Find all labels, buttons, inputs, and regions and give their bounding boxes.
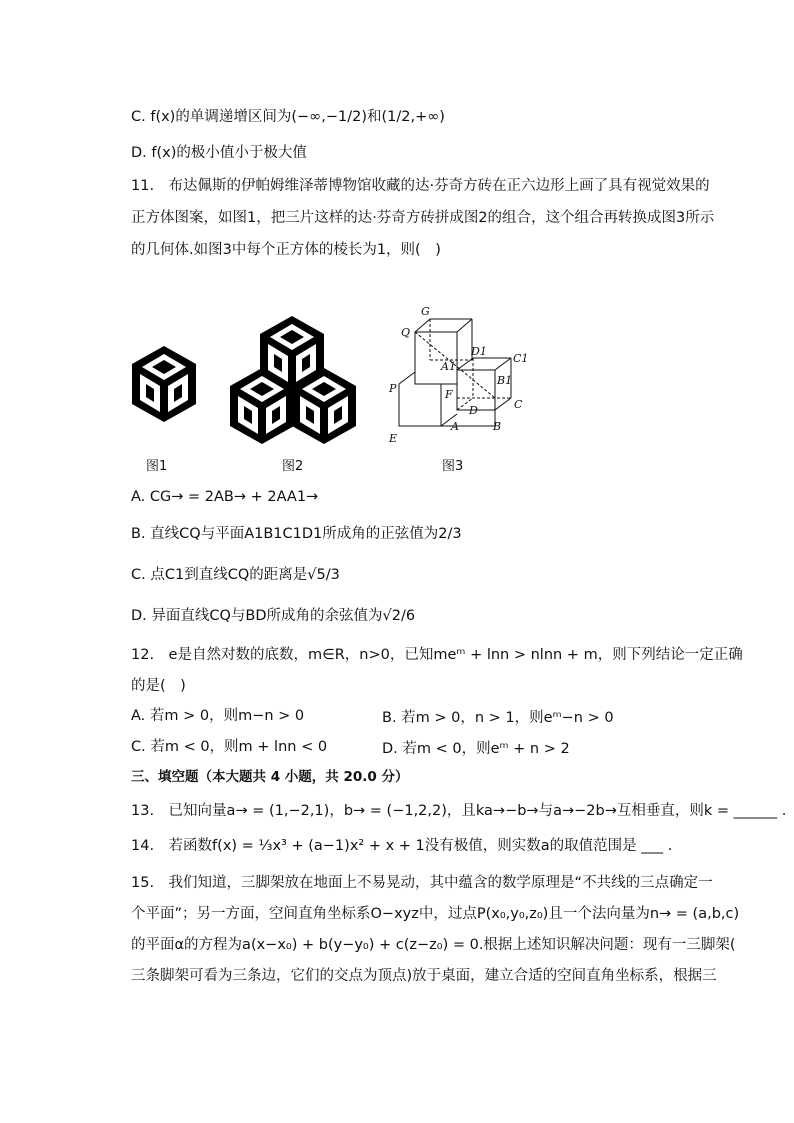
q12-option-c: C. 若m < 0，则m + lnn < 0 — [131, 739, 328, 755]
q11-stem-line-1: 11. 布达佩斯的伊帕姆维泽蒂博物馆收藏的达·芬奇方砖在正六边形上画了具有视觉效果的 — [131, 178, 710, 194]
q10-option-d: D. f(x)的极小值小于极大值 — [131, 145, 307, 161]
q12-option-d: D. 若m < 0，则eᵐ + n > 2 — [382, 741, 570, 757]
q11-option-b: B. 直线CQ与平面A1B1C1D1所成角的正弦值为2/3 — [131, 526, 462, 542]
fig3-label-A: A — [451, 420, 459, 433]
fig1-caption: 图1 — [146, 459, 168, 474]
q12-option-b: B. 若m > 0，n > 1，则eᵐ−n > 0 — [382, 710, 614, 726]
fig2-caption: 图2 — [282, 459, 304, 474]
fig3-geometry-solid — [385, 302, 535, 448]
q13-text: 13. 已知向量a→ = (1,−2,1)，b→ = (−1,2,2)，且ka→−b→与a→−2b→互相垂直，则k = ______ . — [131, 803, 787, 819]
fig3-label-G: G — [421, 305, 430, 318]
q11-option-c: C. 点C1到直线CQ的距离是√5/3 — [131, 567, 340, 583]
q12-option-a: A. 若m > 0，则m−n > 0 — [131, 708, 305, 724]
fig3-label-B: B — [493, 420, 502, 433]
q10-option-c: C. f(x)的单调递增区间为(−∞,−1/2)和(1/2,+∞) — [131, 109, 445, 125]
q15-line-1: 15. 我们知道，三脚架放在地面上不易晃动，其中蕴含的数学原理是“不共线的三点确定一 — [131, 875, 713, 891]
q15-line-4: 三条脚架可看为三条边，它们的交点为顶点)放于桌面，建立合适的空间直角坐标系，根据三 — [131, 968, 717, 984]
q15-line-3: 的平面α的方程为a(x−x₀) + b(y−y₀) + c(z−z₀) = 0.根据上述知识解决问题：现有一三脚架( — [131, 937, 736, 953]
fig3-label-D: D — [469, 404, 478, 417]
fig3-label-E: E — [389, 432, 398, 445]
fig1-cube-tile — [128, 342, 200, 426]
fig3-label-C: C — [514, 398, 523, 411]
fig3-label-B1: B1 — [497, 374, 513, 387]
fig3-label-A1: A1 — [441, 360, 456, 373]
q11-option-d: D. 异面直线CQ与BD所成角的余弦值为√2/6 — [131, 608, 416, 624]
fig3-label-P: P — [389, 382, 397, 395]
fig3-label-C1: C1 — [513, 352, 529, 365]
q11-option-a: A. CG→ = 2AB→ + 2AA1→ — [131, 489, 319, 505]
q12-stem-line-2: 的是( ) — [131, 678, 186, 694]
section-3-heading: 三、填空题（本大题共 4 小题，共 20.0 分） — [131, 769, 409, 785]
fig3-label-F: F — [445, 388, 453, 401]
q11-stem-line-2: 正方体图案，如图1，把三片这样的达·芬奇方砖拼成图2的组合，这个组合再转换成图3所示 — [131, 210, 715, 226]
fig3-caption: 图3 — [442, 459, 464, 474]
fig2-combined-tiles — [226, 312, 360, 450]
q15-line-2: 个平面”；另一方面，空间直角坐标系O−xyz中，过点P(x₀,y₀,z₀)且一个法向量为n→ = (a,b,c) — [131, 906, 740, 922]
fig3-label-Q: Q — [401, 326, 411, 339]
q12-stem-line-1: 12. e是自然对数的底数，m∈R，n>0，已知meᵐ + lnn > nlnn + m，则下列结论一定正确 — [131, 647, 743, 663]
q11-stem-line-3: 的几何体.如图3中每个正方体的棱长为1，则( ) — [131, 242, 441, 258]
fig3-label-D1: D1 — [471, 345, 487, 358]
q14-text: 14. 若函数f(x) = ⅓x³ + (a−1)x² + x + 1没有极值，则实数a的取值范围是 ___ . — [131, 838, 673, 854]
